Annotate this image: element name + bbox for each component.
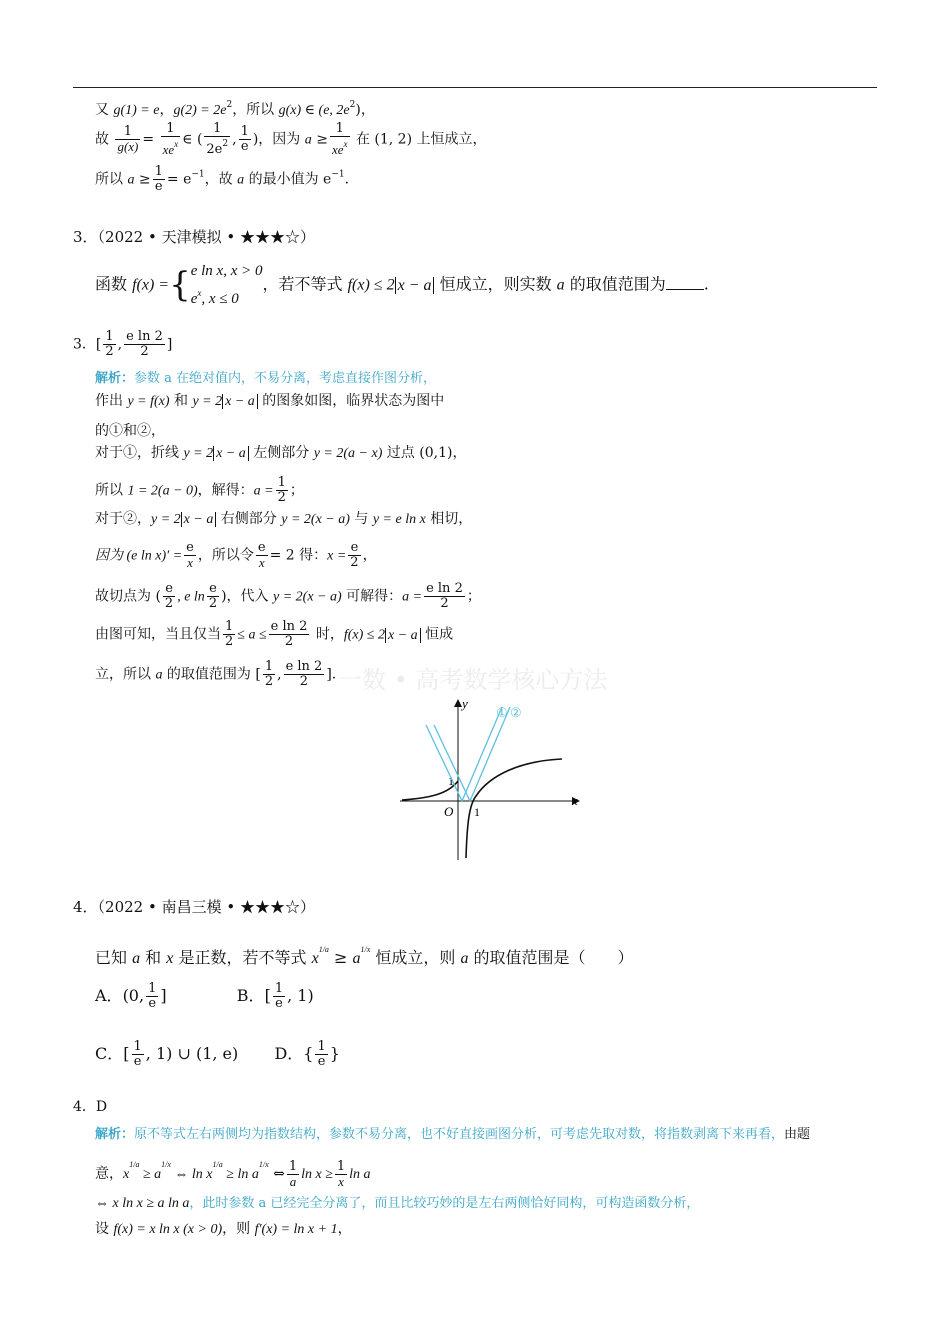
- a3-line-7: 因为 (e ln x)′ = $\frac{e}{x}$ ，所以令 $\frac{e}{x}$ = 2 得：x = $\frac{e}{2}$ ，: [95, 540, 377, 570]
- a3-line-2: 作出 y = f(x) 和 y = 2 x − a 的图象如图，临界状态为图中: [95, 393, 445, 409]
- origin-label: O: [444, 804, 454, 819]
- watermark: 一数 • 高考数学核心方法: [338, 666, 608, 694]
- q3-title: 3．（2022 • 天津模拟 • ★★★☆）: [73, 228, 315, 246]
- y-axis-label: y: [462, 696, 468, 711]
- a4-line-4: 设 f(x) = x ln x (x > 0)，则 f′(x) = ln x + 1，: [95, 1221, 352, 1237]
- q4-options-ab: [95, 982, 314, 1011]
- y-tick-label: 1: [448, 774, 454, 788]
- a3-line-4: 对于①，折线 y = 2 x − a 左侧部分 y = 2(a − x) 过点 (0,1)，: [95, 445, 467, 461]
- q3-stem: 函数 f(x) ={ e ln x, x > 0 $e^x$, x ≤ 0 ，若不等式 f(x) ≤ 2 x − a 恒成立，则实数 a 的取值范围为 .: [95, 263, 709, 307]
- prev-line-1: 又 g(1) = e，$g(2) = 2e^2$，所以 g(x) ∈ (e, $2e^2$)，: [95, 100, 375, 118]
- a3-line-9: 由图可知，当且仅当 $\frac{1}{2}$ ≤ a ≤ $\frac{\text{e ln 2}}{2}$ 时，f(x) ≤ 2 x − a 恒成: [95, 619, 454, 649]
- a3-line-8: 故切点为 ( $\frac{e}{2}$ , e ln $\frac{e}{2}$ )，代入 y = 2(x − a) 可解得：a = $\frac{\text{e ln 2}}{2}$ ；: [95, 581, 481, 611]
- option-d[interactable]: D．{ $\frac{1}{e}$ }: [274, 1039, 340, 1069]
- a4-answer: 4．D: [73, 1099, 108, 1115]
- prev-line-3: 所以 a ≥ $\frac{1}{e}$ = $e^{-1}$，故 a 的最小值为 $e^{-1}$.: [95, 164, 350, 194]
- header-rule: [73, 87, 877, 88]
- a3-answer: 3．[ $\frac{1}{2}$ , $\frac{\text{e ln 2}}{2}$ ]: [73, 329, 173, 359]
- option-b[interactable]: B．[ $\frac{1}{e}$ , 1): [236, 981, 314, 1011]
- marker-2: ②: [510, 706, 522, 721]
- a3-analysis-note: 解析：参数 a 在绝对值内，不易分离，考虑直接作图分析，: [95, 371, 437, 386]
- a3-line-3: 的①和②，: [95, 423, 165, 439]
- x-axis-label: x: [572, 793, 578, 808]
- a3-line-6: 对于②，y = 2 x − a 右侧部分 y = 2(x − a) 与 y = e ln x 相切，: [95, 511, 473, 527]
- q4-options-cd: [95, 1040, 340, 1069]
- marker-1: ①: [496, 706, 508, 721]
- a4-analysis-note: 解析：原不等式左右两侧均为指数结构，参数不易分离，也不好直接画图分析，可考虑先取对数，将指数剥离下来再看，由题: [95, 1127, 811, 1142]
- a3-line-10: 立，所以 a 的取值范围为 [ $\frac{1}{2}$ , $\frac{\text{e ln 2}}{2}$ ].: [95, 659, 337, 689]
- a4-line-2: 意，$x^{1/a} \ge a^{1/x}$ ⇔ $\ln x^{1/a} \ge \ln a^{1/x}$ ⇔ $\frac{1}{a}$ ln x ≥ $\frac{1}{x}$ ln a: [95, 1158, 371, 1189]
- q4-stem: 已知 a 和 x 是正数，若不等式 $x^{1/a} \ge a^{1/x}$ 恒成立，则 a 的取值范围是（ ）: [95, 945, 634, 967]
- option-c[interactable]: C．[ $\frac{1}{e}$ , 1) ∪ (1, e): [95, 1039, 239, 1069]
- option-a[interactable]: A．(0, $\frac{1}{e}$ ]: [95, 981, 167, 1011]
- x-tick-label: 1: [474, 805, 480, 819]
- function-graph: [390, 695, 590, 865]
- answer-blank: [666, 275, 704, 290]
- a3-line-5: 所以 1 = 2(a − 0)，解得：a = $\frac{1}{2}$ ；: [95, 475, 304, 505]
- log-branch: [466, 759, 562, 858]
- q4-title: 4．（2022 • 南昌三模 • ★★★☆）: [73, 898, 315, 916]
- tangent-line-2: [434, 707, 510, 801]
- a4-line-3: ⇔ x ln x ≥ a ln a，此时参数 a 已经完全分离了，而且比较巧妙的是左右两侧恰好同构，可构造函数分析，: [95, 1196, 700, 1211]
- prev-line-2: 故 $\frac{1}{g(x)}$ = $\frac{1}{xe^x}$ ∈ ( $\frac{1}{2e^2}$ , $\frac{1}{e}$ )，因为 a ≥ $\frac{1}{xe^x}$ 在 (1, 2) 上恒成立，: [95, 121, 487, 157]
